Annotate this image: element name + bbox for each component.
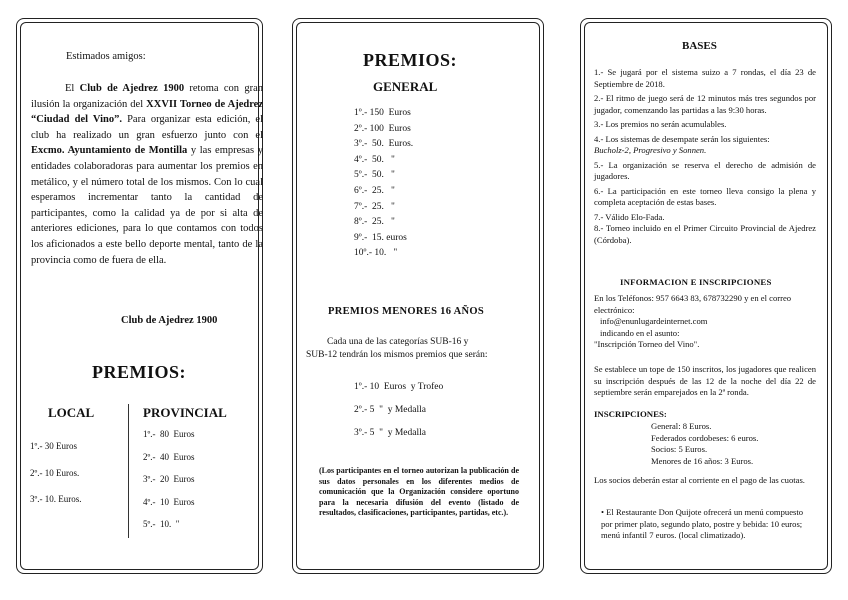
local-item: 1º.- 30 Euros bbox=[30, 441, 78, 451]
base-item: 5.- La organización se reserva el derecho de admisión de jugadores. bbox=[594, 159, 816, 181]
restaurante-text: • El Restaurante Don Quijote ofrecerá un menú compuesto por primer plato, segundo plato, postre y bebida: 10 euros; menú infantil 7 euros. (local climatizado). bbox=[601, 507, 804, 540]
general-title: GENERAL bbox=[373, 79, 438, 94]
general-item: 6º.- 25. " bbox=[354, 185, 395, 196]
club-name: Club de Ajedrez 1900 bbox=[79, 83, 185, 94]
inscripciones-list bbox=[651, 421, 758, 467]
general-item: 3º.- 50. Euros. bbox=[354, 139, 414, 150]
general-item: 8º.- 25. " bbox=[354, 217, 395, 228]
general-item: 7º.- 25. " bbox=[354, 201, 395, 212]
signature: Club de Ajedrez 1900 bbox=[121, 315, 218, 326]
premios-title-left: PREMIOS: bbox=[92, 362, 186, 382]
info-asunto: "Inscripción Torneo del Vino". bbox=[594, 339, 700, 349]
menores-list bbox=[354, 382, 443, 451]
provincial-item: 5º.- 10. " bbox=[143, 519, 180, 530]
column-divider bbox=[128, 404, 129, 538]
local-item: 3º.- 10. Euros. bbox=[30, 494, 82, 504]
general-item: 4º.- 50. " bbox=[354, 154, 395, 165]
general-item: 1º.- 150 Euros bbox=[354, 108, 411, 118]
menores-item: 2º.- 5 " y Medalla bbox=[354, 405, 426, 415]
provincial-item: 1º.- 80 Euros bbox=[143, 429, 195, 439]
general-item: 5º.- 50. " bbox=[354, 170, 395, 181]
menores-text-1: Cada una de las categorías SUB-16 y bbox=[327, 337, 469, 347]
inscripcion-item: Socios: 5 Euros. bbox=[651, 444, 708, 454]
inscripcion-item: Federados cordobeses: 6 euros. bbox=[651, 432, 759, 443]
base-item: 6.- La participación en este torneo lleva consigo la plena y completa aceptación de estas bases. bbox=[594, 185, 816, 207]
provincial-item: 4º.- 10 Euros bbox=[143, 496, 195, 507]
intro-paragraph: El Club de Ajedrez 1900 retoma con gran ilusión la organización del XXVII Torneo de Ajedrez “Ciudad del Vino”. Para organizar esta edición, el club ha realizado un gran esfuerzo junto con el Excmo. Ayuntamiento de Montilla y las empresas y entidades colaboradoras para aumentar los premios en metálico, y el número total de los mismos. Con lo cual esperamos incrementar tanto la cantidad de participantes, como la calidad ya de por si alta de anteriores ediciones, para lo que contamos con todos los aficionados a este bello deporte mental, tanto de la provincia como de fuera de ella. bbox=[31, 83, 263, 266]
provincial-title: PROVINCIAL bbox=[143, 405, 227, 420]
menores-text-2: SUB-12 tendrán los mismos premios que serán: bbox=[306, 350, 488, 360]
base-item: 1.- Se jugará por el sistema suizo a 7 rondas, el día 23 de Septiembre de 2018. bbox=[594, 67, 816, 89]
local-item: 2º.- 10 Euros. bbox=[30, 467, 80, 478]
info-title: INFORMACION E INSCRIPCIONES bbox=[620, 277, 772, 287]
base-item: 3.- Los premios no serán acumulables. bbox=[594, 119, 727, 129]
greeting: Estimados amigos: bbox=[66, 51, 146, 62]
tope-text: Se establece un tope de 150 inscritos, los jugadores que realicen su inscripción después de las 12 de la noche del día 22 de septiembre serán emparejados en la 2ª ronda. bbox=[594, 364, 816, 397]
local-title: LOCAL bbox=[48, 405, 95, 420]
menores-item: 3º.- 5 " y Medalla bbox=[354, 428, 426, 438]
inscripcion-item: Menores de 16 años: 3 Euros. bbox=[651, 455, 754, 466]
info-block bbox=[594, 293, 816, 351]
menores-item: 1º.- 10 Euros y Trofeo bbox=[354, 382, 444, 392]
local-list bbox=[30, 441, 82, 521]
provincial-list bbox=[143, 429, 195, 542]
inscripcion-item: General: 8 Euros. bbox=[651, 421, 712, 431]
info-asunto-label: indicando en el asunto: bbox=[600, 327, 680, 338]
general-item: 10º.- 10. " bbox=[354, 248, 398, 259]
ayuntamiento-name: Excmo. Ayuntamiento de Montilla bbox=[31, 145, 188, 157]
general-item: 9º.- 15. euros bbox=[354, 232, 407, 243]
provincial-item: 2º.- 40 Euros bbox=[143, 451, 195, 462]
info-phones: En los Teléfonos: 957 6643 83, 678732290 y en el correo electrónico: bbox=[594, 293, 792, 315]
premios-title-center: PREMIOS: bbox=[363, 50, 457, 70]
info-email[interactable]: info@enunlugardeinternet.com bbox=[600, 316, 708, 326]
general-item: 2º.- 100 Euros bbox=[354, 123, 411, 134]
base-item-tiebreak: Bucholz-2, Progresivo y Sonnen. bbox=[594, 145, 707, 155]
socios-text: Los socios deberán estar al corriente en el pago de las cuotas. bbox=[594, 475, 805, 485]
base-item: 7.- Válido Elo-Fada. bbox=[594, 211, 665, 222]
base-item: 4.- Los sistemas de desempate serán los siguientes: bbox=[594, 133, 770, 144]
bases-title: BASES bbox=[682, 40, 717, 52]
provincial-item: 3º.- 20 Euros bbox=[143, 474, 195, 485]
torneo-name: XXVII Torneo de Ajedrez “Ciudad del Vino”. bbox=[31, 98, 263, 126]
base-item: 8.- Torneo incluido en el Primer Circuito Provincial de Ajedrez (Córdoba). bbox=[594, 223, 816, 245]
inscripciones-title: INSCRIPCIONES: bbox=[594, 409, 667, 419]
disclaimer: (Los participantes en el torneo autorizan la publicación de sus datos personales en los diferentes medios de comunicación que la Organización considere oportuno para la necesaria difusión del evento (listado de resultados, clasificaciones, participantes, partidas, etc.). bbox=[319, 466, 519, 518]
base-item: 2.- El ritmo de juego será de 12 minutos más tres segundos por jugador, comenzando las partidas a las 9:30 horas. bbox=[594, 93, 816, 115]
general-list bbox=[354, 108, 413, 264]
menores-title: PREMIOS MENORES 16 AÑOS bbox=[328, 306, 484, 317]
bases-block bbox=[594, 67, 816, 246]
